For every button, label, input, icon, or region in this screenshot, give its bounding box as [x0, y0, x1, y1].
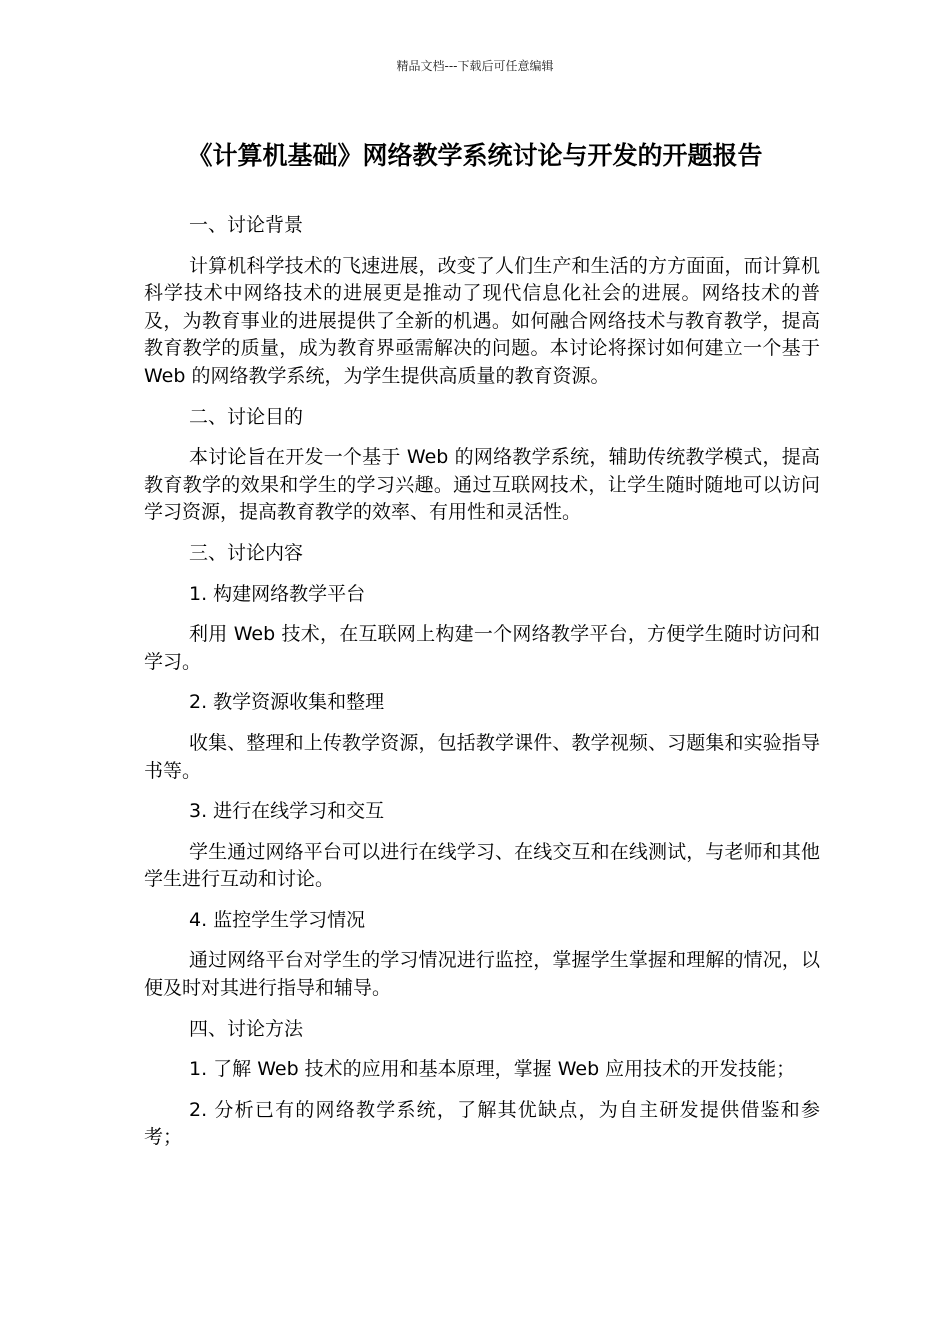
paragraph-background: 计算机科学技术的飞速进展，改变了人们生产和生活的方方面面，而计算机科学技术中网络技术的进展更是推动了现代信息化社会的进展。网络技术的普及，为教育事业的进展提供了全新的机遇。如何融合网络技术与教育教学，提高教育教学的质量，成为教育界亟需解决的问题。本讨论将探讨如何建立一个基于 Web 的网络教学系统，为学生提供高质量的教育资源。: [144, 254, 820, 387]
paragraph-purpose: 本讨论旨在开发一个基于 Web 的网络教学系统，辅助传统教学模式，提高教育教学的效果和学生的学习兴趣。通过互联网技术，让学生随时随地可以访问学习资源，提高教育教学的效率、有用性和灵活性。: [144, 446, 820, 524]
list-item-heading-resources: 2. 教学资源收集和整理: [189, 691, 385, 714]
paragraph-online-learning: 学生通过网络平台可以进行在线学习、在线交互和在线测试，与老师和其他学生进行互动和讨论。: [144, 840, 820, 891]
section-heading-purpose: 二、讨论目的: [189, 405, 304, 428]
list-item-method-2: 2. 分析已有的网络教学系统，了解其优缺点，为自主研发提供借鉴和参考；: [144, 1098, 820, 1149]
page-header-note: 精品文档---下载后可任意编辑: [396, 59, 554, 73]
section-heading-background: 一、讨论背景: [189, 214, 304, 236]
section-heading-method: 四、讨论方法: [189, 1017, 304, 1040]
paragraph-resources: 收集、整理和上传教学资源，包括教学课件、教学视频、习题集和实验指导书等。: [144, 731, 820, 782]
list-item-method-1: 1. 了解 Web 技术的应用和基本原理，掌握 Web 应用技术的开发技能；: [189, 1058, 796, 1081]
list-item-heading-monitoring: 4. 监控学生学习情况: [189, 908, 366, 931]
document-body: [144, 212, 820, 1165]
document-title: 《计算机基础》网络教学系统讨论与开发的开题报告: [187, 141, 763, 170]
paragraph-platform: 利用 Web 技术，在互联网上构建一个网络教学平台，方便学生随时访问和学习。: [144, 623, 820, 673]
section-heading-content: 三、讨论内容: [189, 541, 304, 564]
list-item-heading-online-learning: 3. 进行在线学习和交互: [189, 800, 385, 823]
paragraph-monitoring: 通过网络平台对学生的学习情况进行监控，掌握学生掌握和理解的情况，以便及时对其进行指导和辅导。: [144, 949, 820, 1000]
list-item-heading-platform: 1. 构建网络教学平台: [189, 582, 366, 605]
